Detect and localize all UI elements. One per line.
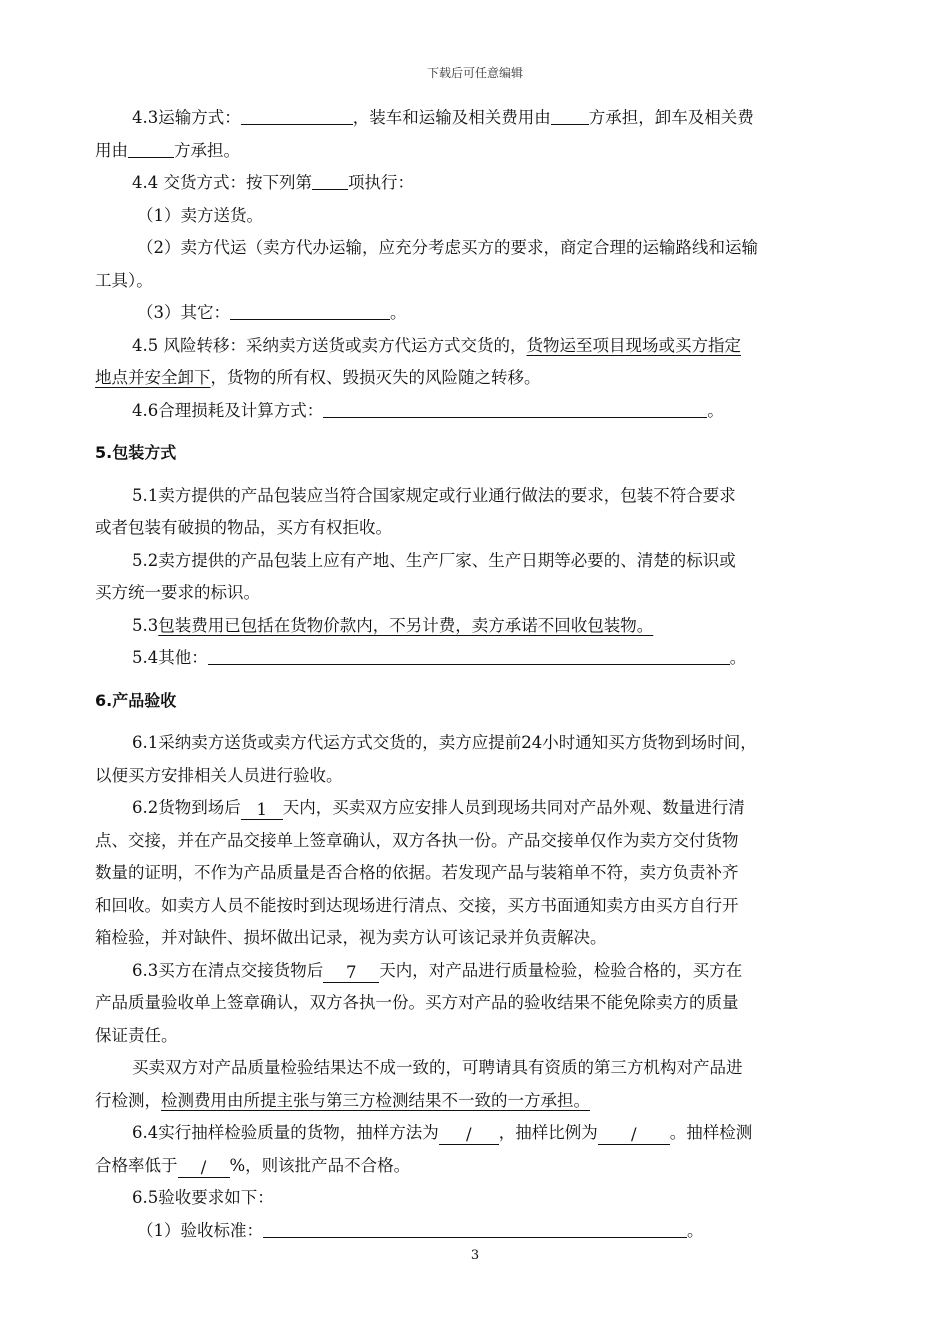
filled-blank[interactable]: / xyxy=(439,1126,499,1145)
blank-field[interactable] xyxy=(323,399,707,418)
blank-field[interactable] xyxy=(128,139,174,158)
clause-5-2-cont: 买方统一要求的标识。 xyxy=(95,583,260,602)
clause-4-5-cont xyxy=(95,362,857,395)
text: 6.4实行抽样检验质量的货物，抽样方法为 xyxy=(132,1123,439,1142)
clause-4-4-option-3 xyxy=(95,297,857,330)
text: 方承担。 xyxy=(174,140,240,160)
filled-blank[interactable]: 7 xyxy=(323,964,379,983)
underlined-text: 地点并安全卸下 xyxy=(95,368,211,387)
text: ，抽样比例为 xyxy=(498,1123,598,1142)
text: 5.4其他： xyxy=(132,648,208,667)
clause-6-1: 6.1采纳卖方送货或卖方代运方式交货的，卖方应提前24小时通知买方货物到场时间， xyxy=(132,733,757,752)
clause-4-4-option-1: （1）卖方送货。 xyxy=(137,205,263,225)
clause-6-3-dispute: 买卖双方对产品质量检验结果达不成一致的，可聘请具有资质的第三方机构对产品进 xyxy=(132,1058,743,1077)
text: 。抽样检测 xyxy=(669,1123,753,1142)
blank-field[interactable] xyxy=(241,106,353,125)
clause-6-2-line-4: 和回收。如卖方人员不能按时到达现场进行清点、交接，买方书面通知卖方由买方自行开 xyxy=(95,895,739,915)
clause-4-6 xyxy=(95,395,857,428)
clause-6-3-line-2: 产品质量验收单上签章确认，双方各执一份。买方对产品的验收结果不能免除卖方的质量 xyxy=(95,993,739,1012)
text: 。 xyxy=(687,1220,704,1240)
clause-5-1-cont: 或者包装有破损的物品，买方有权拒收。 xyxy=(95,518,392,537)
text: %，则该批产品不合格。 xyxy=(229,1155,411,1175)
filled-blank[interactable]: / xyxy=(598,1126,670,1145)
underlined-text: 货物运至项目现场或买方指定 xyxy=(526,335,741,355)
clause-6-3-line-3: 保证责任。 xyxy=(95,1025,178,1045)
page-header: 下载后可任意编辑 xyxy=(426,66,523,80)
clause-4-3 xyxy=(95,102,857,135)
blank-field[interactable] xyxy=(230,301,390,320)
text: 。 xyxy=(390,303,407,322)
text: 4.4 交货方式：按下列第 xyxy=(132,173,312,192)
text: 6.2货物到场后 xyxy=(132,798,241,817)
clause-5-1: 5.1卖方提供的产品包装应当符合国家规定或行业通行做法的要求，包装不符合要求 xyxy=(132,485,736,505)
clause-4-5 xyxy=(95,330,857,363)
text: 4.5 风险转移：采纳卖方送货或卖方代运方式交货的， xyxy=(132,335,527,355)
clause-4-4 xyxy=(95,167,857,200)
text: 天内，对产品进行质量检验，检验合格的，买方在 xyxy=(379,960,743,980)
blank-field[interactable] xyxy=(551,106,589,125)
text: 合格率低于 xyxy=(95,1155,178,1175)
text: 6.3买方在清点交接货物后 xyxy=(132,960,324,980)
clause-5-2: 5.2卖方提供的产品包装上应有产地、生产厂家、生产日期等必要的、清楚的标识或 xyxy=(132,550,736,570)
text: 4.3运输方式： xyxy=(132,108,241,127)
filled-blank[interactable]: / xyxy=(178,1159,230,1178)
text: （3）其它： xyxy=(137,303,230,322)
clause-6-5: 6.5验收要求如下： xyxy=(132,1188,274,1207)
clause-6-2-line-5: 箱检验，并对缺件、损坏做出记录，视为卖方认可该记录并负责解决。 xyxy=(95,928,607,947)
page-number: 3 xyxy=(470,1248,480,1263)
text: 用由 xyxy=(95,140,128,160)
text: 天内，买卖双方应安排人员到现场共同对产品外观、数量进行清 xyxy=(282,798,745,817)
clause-6-3 xyxy=(95,955,857,988)
clause-6-2-line-3: 数量的证明，不作为产品质量是否合格的依据。若发现产品与装箱单不符，卖方负责补齐 xyxy=(95,863,739,882)
underlined-text: 检测费用由所提主张与第三方检测结果不一致的一方承担。 xyxy=(161,1090,590,1110)
section-heading-5: 5.包装方式 xyxy=(95,443,177,462)
text: 行检测， xyxy=(95,1090,161,1110)
blank-field[interactable] xyxy=(208,646,730,665)
clause-6-4-cont xyxy=(95,1150,857,1183)
blank-field[interactable] xyxy=(263,1219,687,1238)
document-body xyxy=(95,102,857,1247)
clause-6-5-item-1 xyxy=(95,1215,857,1248)
section-heading-6: 6.产品验收 xyxy=(95,690,177,710)
text: 5.3 xyxy=(132,615,159,635)
clause-4-4-option-2-cont: 工具）。 xyxy=(95,270,153,290)
text: 。 xyxy=(729,648,747,667)
clause-5-3 xyxy=(95,610,857,643)
text: 。 xyxy=(707,400,724,420)
clause-6-2-line-2: 点、交接，并在产品交接单上签章确认，双方各执一份。产品交接单仅作为卖方交付货物 xyxy=(95,830,739,850)
clause-6-1-cont: 以便买方安排相关人员进行验收。 xyxy=(95,765,343,785)
clause-6-3-dispute-cont xyxy=(95,1085,857,1118)
text: 4.6合理损耗及计算方式： xyxy=(132,400,324,420)
text: 方承担，卸车及相关费 xyxy=(588,108,754,127)
clause-6-4 xyxy=(95,1117,857,1150)
blank-field[interactable] xyxy=(312,171,348,190)
text: ，装车和运输及相关费用由 xyxy=(352,108,551,127)
filled-blank[interactable]: 1 xyxy=(241,801,283,820)
clause-5-4 xyxy=(95,642,857,675)
underlined-text: 包装费用已包括在货物价款内，不另计费，卖方承诺不回收包装物。 xyxy=(158,615,654,635)
text: ，货物的所有权、毁损灭失的风险随之转移。 xyxy=(210,368,541,387)
text: 项执行： xyxy=(348,173,414,192)
clause-6-2 xyxy=(95,792,857,825)
text: （1）验收标准： xyxy=(137,1220,263,1240)
clause-4-4-option-2: （2）卖方代运（卖方代办运输，应充分考虑买方的要求，商定合理的运输路线和运输 xyxy=(137,238,758,257)
clause-4-3-cont xyxy=(95,135,857,168)
